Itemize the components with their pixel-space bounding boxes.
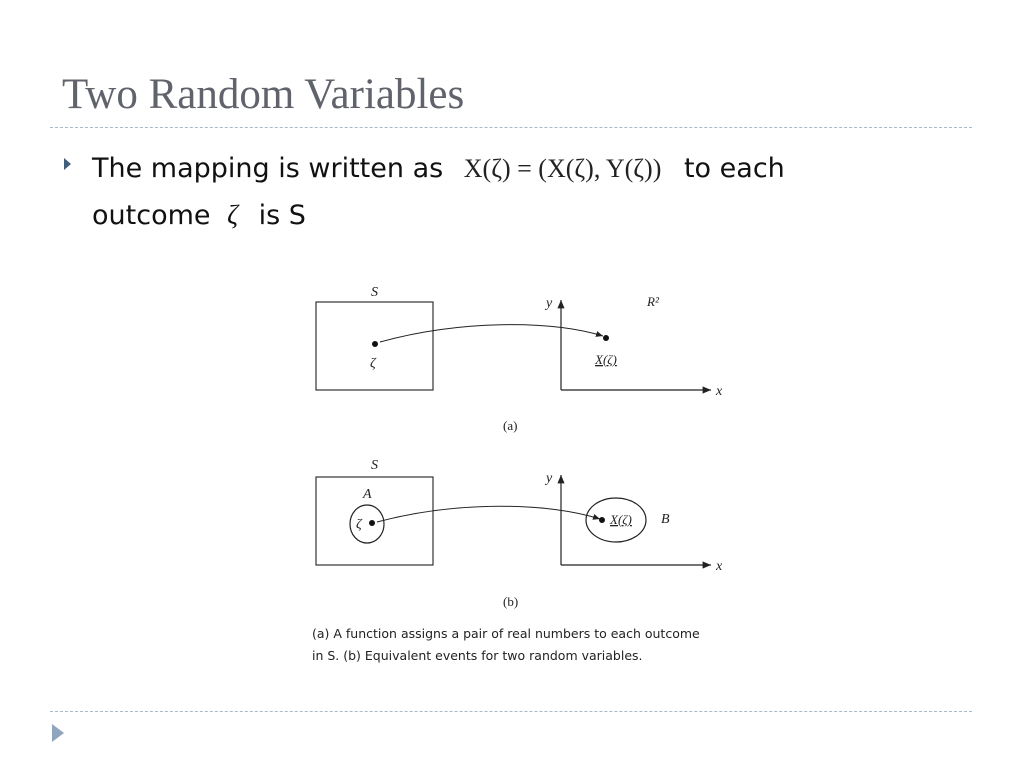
y-axis-label-a: y [546,296,553,311]
event-b-label: B [661,512,670,527]
mapping-arrow-a [380,325,603,342]
bullet-line-1 [92,146,785,192]
y-axis-label-b: y [546,471,553,486]
bullet-text-before: The mapping is written as [92,153,444,184]
bullet-text-middle: to each [683,153,785,184]
bullet-line-2 [92,192,785,239]
x-axis-label-a: x [716,384,723,399]
triangle-bullet-icon [64,158,71,170]
mapping-figure [300,275,740,675]
caption-a: (a) [503,418,518,433]
sample-space-box-b [316,477,433,565]
bullet-line2-start: outcome [92,200,211,231]
mapped-label-a: X(ζ) [595,352,617,367]
r2-label: R² [647,294,659,309]
mapped-point-b [599,517,605,523]
event-a-label: A [363,487,372,502]
set-s-label-a: S [371,285,378,300]
slide-title: Two Random Variables [62,71,465,118]
bullet-item [92,146,785,239]
zeta-label-b: ζ [356,517,362,532]
caption-b: (b) [503,594,519,609]
set-s-label-b: S [371,458,378,473]
outcome-point-a [372,341,378,347]
mapping-formula: X(ζ) = (X(ζ), Y(ζ)) [463,154,662,183]
bullet-line2-end: is S [258,200,306,231]
title-divider [50,127,972,128]
mapped-point-a [603,335,609,341]
figure-caption-line-1: (a) A function assigns a pair of real numbers to each outcome [312,626,700,641]
mapping-arrow-b [377,506,600,522]
x-axis-label-b: x [716,559,723,574]
zeta-label-a: ζ [370,356,376,371]
play-triangle-icon[interactable] [52,724,64,742]
footer-divider [50,711,972,712]
zeta-symbol: ζ [227,200,239,230]
mapped-label-b: X(ζ) [610,512,632,527]
outcome-point-b [369,520,375,526]
figure-caption-line-2: in S. (b) Equivalent events for two random variables. [312,648,643,663]
